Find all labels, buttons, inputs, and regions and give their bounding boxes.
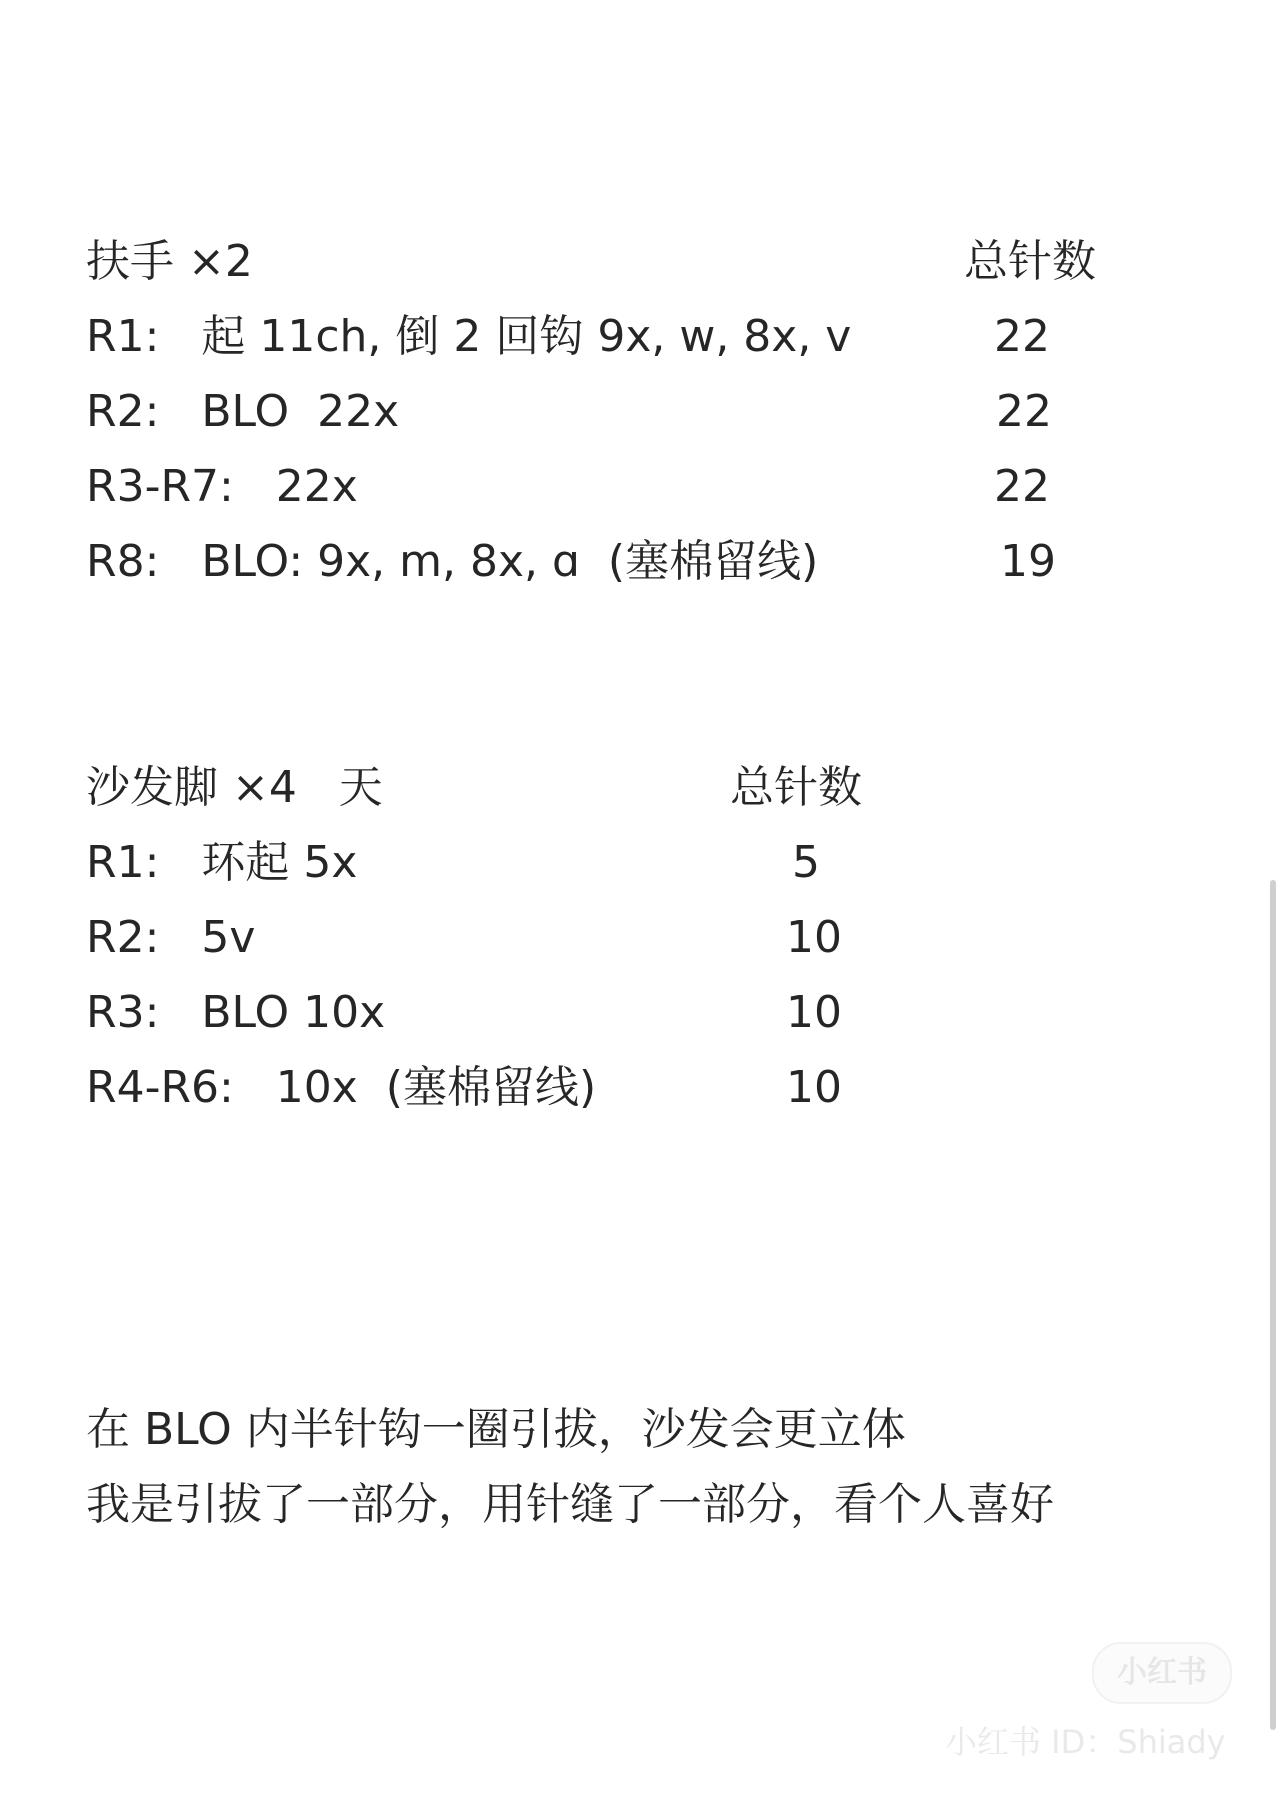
armrest-row-4-count: 19 — [1000, 536, 1056, 587]
armrest-row-4: R8: BLO: 9x, m, 8x, ɑ (塞棉留线) — [86, 536, 819, 587]
sofa-leg-row-4-count: 10 — [786, 1062, 842, 1113]
sofa-leg-row-3: R3: BLO 10x — [86, 987, 386, 1038]
armrest-row-3: R3-R7: 22x — [86, 461, 358, 512]
watermark-id-text: 小红书 ID：Shiady — [945, 1723, 1226, 1761]
armrest-row-3-count: 22 — [994, 461, 1050, 512]
armrest-count-header: 总针数 — [964, 236, 1096, 287]
sofa-leg-title: 沙发脚 ×4 天 — [86, 762, 383, 813]
armrest-row-1: R1: 起 11ch, 倒 2 回钩 9x, w, 8x, v — [86, 311, 852, 362]
sofa-leg-row-4: R4-R6: 10x (塞棉留线) — [86, 1062, 597, 1113]
sofa-leg-row-2-count: 10 — [786, 912, 842, 963]
watermark-badge: 小红书 — [1092, 1642, 1232, 1704]
sofa-leg-row-2: R2: 5v — [86, 912, 256, 963]
sofa-leg-row-1: R1: 环起 5x — [86, 837, 358, 888]
armrest-row-2-count: 22 — [996, 386, 1052, 437]
note-line-2: 我是引拔了一部分，用针缝了一部分，看个人喜好 — [86, 1479, 1054, 1530]
armrest-row-2: R2: BLO 22x — [86, 386, 400, 437]
sofa-leg-row-3-count: 10 — [786, 987, 842, 1038]
sofa-leg-row-1-count: 5 — [792, 837, 820, 888]
armrest-title: 扶手 ×2 — [86, 236, 253, 287]
armrest-row-1-count: 22 — [994, 311, 1050, 362]
sofa-leg-count-header: 总针数 — [730, 762, 862, 813]
vertical-scrollbar[interactable] — [1270, 880, 1276, 1730]
note-line-1: 在 BLO 内半针钩一圈引拔，沙发会更立体 — [86, 1404, 906, 1455]
